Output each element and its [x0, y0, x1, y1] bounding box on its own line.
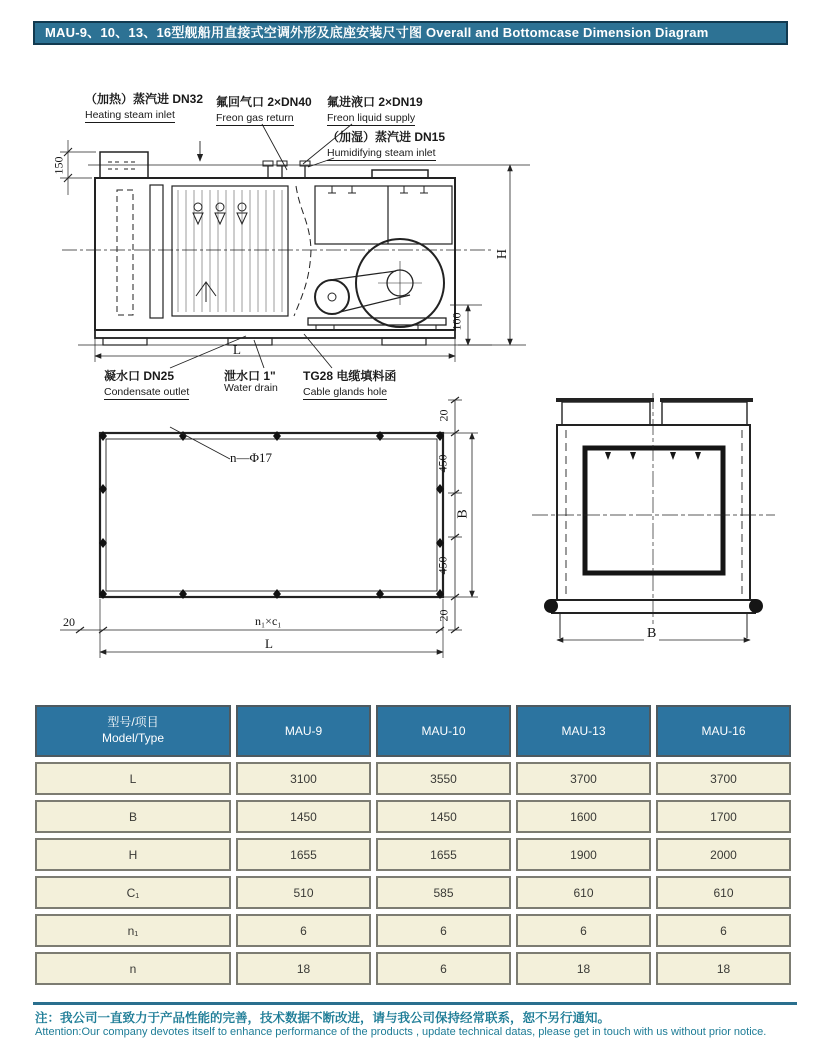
cell-n1-mau10: 6	[376, 914, 511, 947]
page-title: MAU-9、10、13、16型舰船用直接式空调外形及底座安装尺寸图 Overall and Bottomcase Dimension Diagram	[33, 21, 788, 45]
footer-note-cn: 注：我公司一直致力于产品性能的完善，技术数据不断改进，请与我公司保持经常联系，恕不另行通知。	[35, 1011, 611, 1025]
cell-H-mau13: 1900	[516, 838, 651, 871]
row-label-H: H	[35, 838, 231, 871]
label-humidifying-en: Humidifying steam inlet	[327, 148, 436, 161]
label-heating-steam-inlet	[85, 93, 203, 123]
label-freon-liquid-cn: 氟进液口 2×DN19	[327, 95, 423, 109]
label-freon-liquid-en: Freon liquid supply	[327, 113, 415, 126]
cell-n1-mau9: 6	[236, 914, 371, 947]
footer-note-en: Attention:Our company devotes itself to enhance performance of the products , update technical datas, please get in touch with us without prior notice.	[35, 1026, 767, 1038]
table-corner-en: Model/Type	[101, 731, 165, 745]
label-heating-en: Heating steam inlet	[85, 110, 175, 123]
cell-C1-mau13: 610	[516, 876, 651, 909]
dim-100: 100	[449, 312, 464, 331]
table-corner-cell	[35, 705, 231, 757]
label-freon-gas-return	[216, 96, 312, 126]
label-drain-cn: 泄水口 1"	[224, 369, 276, 383]
label-humidifying-cn: （加湿）蒸汽进 DN15	[327, 130, 446, 144]
label-cable-en: Cable glands hole	[303, 387, 387, 400]
cell-n1-mau13: 6	[516, 914, 651, 947]
cell-n1-mau16: 6	[656, 914, 791, 947]
dim-20-left: 20	[63, 615, 75, 629]
cell-n-mau10: 6	[376, 952, 511, 985]
cell-B-mau10: 1450	[376, 800, 511, 833]
cell-C1-mau10: 585	[376, 876, 511, 909]
cell-H-mau16: 2000	[656, 838, 791, 871]
row-label-C1: C₁	[35, 876, 231, 909]
label-cable-cn: TG28 电缆填料函	[303, 369, 397, 383]
cell-B-mau9: 1450	[236, 800, 371, 833]
cell-L-mau13: 3700	[516, 762, 651, 795]
dim-b-plan: B	[455, 509, 471, 519]
row-label-n: n	[35, 952, 231, 985]
dim-l-plan: L	[265, 636, 273, 651]
end-view-drawing	[532, 393, 775, 640]
cell-L-mau16: 3700	[656, 762, 791, 795]
cell-H-mau10: 1655	[376, 838, 511, 871]
dim-450-top: 450	[435, 454, 450, 473]
label-condensate-outlet	[104, 370, 189, 400]
row-label-B: B	[35, 800, 231, 833]
label-humidifying-steam-inlet	[327, 131, 445, 161]
side-view-drawing	[60, 124, 530, 368]
cell-L-mau10: 3550	[376, 762, 511, 795]
dim-150: 150	[51, 156, 66, 175]
label-heating-cn: （加热）蒸汽进 DN32	[85, 92, 204, 106]
dim-pitch: n₁×c₁	[255, 614, 282, 628]
cell-B-mau16: 1700	[656, 800, 791, 833]
cell-n-mau13: 18	[516, 952, 651, 985]
label-bolt-holes: n—Φ17	[230, 450, 273, 465]
label-condensate-en: Condensate outlet	[104, 387, 189, 400]
label-freon-gas-cn: 氟回气口 2×DN40	[216, 95, 312, 109]
dim-h: H	[495, 248, 511, 260]
cell-H-mau9: 1655	[236, 838, 371, 871]
label-water-drain	[224, 370, 278, 394]
cell-C1-mau16: 610	[656, 876, 791, 909]
label-condensate-cn: 凝水口 DN25	[104, 369, 175, 383]
dim-450-bottom: 450	[435, 556, 450, 575]
row-label-n1: n₁	[35, 914, 231, 947]
label-freon-liquid-supply	[327, 96, 423, 126]
label-cable-glands-hole	[303, 370, 396, 400]
label-drain-en: Water drain	[224, 381, 278, 394]
cell-C1-mau9: 510	[236, 876, 371, 909]
note-separator	[33, 1002, 797, 1005]
table-col-mau-10: MAU-10	[376, 705, 511, 757]
cell-L-mau9: 3100	[236, 762, 371, 795]
dim-20-bottom: 20	[436, 609, 451, 622]
label-freon-gas-en: Freon gas return	[216, 113, 294, 126]
row-label-L: L	[35, 762, 231, 795]
dim-b-end: B	[644, 626, 659, 642]
cell-n-mau16: 18	[656, 952, 791, 985]
table-col-mau-9: MAU-9	[236, 705, 371, 757]
cell-n-mau9: 18	[236, 952, 371, 985]
cell-B-mau13: 1600	[516, 800, 651, 833]
table-corner-cn: 型号/项目	[107, 715, 159, 730]
dimension-table	[35, 705, 791, 985]
dim-l-side: L	[233, 342, 241, 357]
table-col-mau-16: MAU-16	[656, 705, 791, 757]
dim-20-top: 20	[436, 409, 451, 422]
table-col-mau-13: MAU-13	[516, 705, 651, 757]
